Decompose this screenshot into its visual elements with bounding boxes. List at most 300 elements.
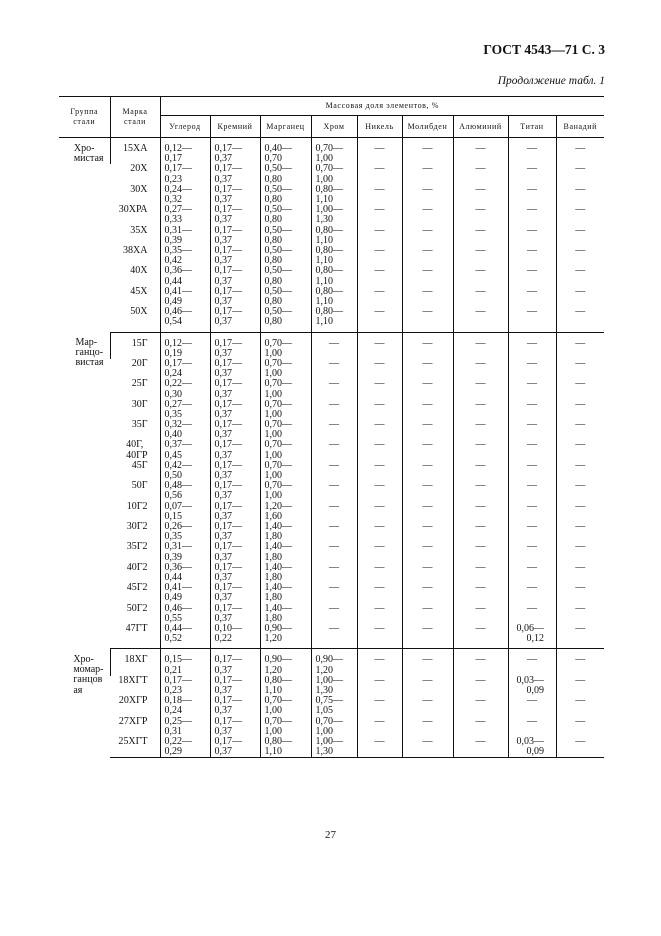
table-row [59,420,604,440]
element-value-c: 0,56 [164,490,182,502]
table-row [59,185,604,205]
table-row [59,717,604,737]
element-value-mo: — [422,735,433,747]
element-value-mn: 1,10 [264,746,282,758]
element-value-ti: — [527,265,537,277]
element-value-al: — [475,459,486,471]
element-value-ti: 0,03— [516,674,544,686]
steel-group-name: Мар- ганцо- вистая [75,337,104,369]
element-value-cr: 1,05 [315,705,333,717]
table-row [59,266,604,286]
element-value-al: — [475,183,486,195]
element-value-ni: — [374,398,385,410]
element-value-v: — [575,224,586,236]
element-value-ni: — [374,521,385,533]
element-value-si: 0,17— [214,357,242,369]
element-value-ti: — [527,398,537,410]
element-value-ni: — [374,439,385,451]
element-value-si: 0,17— [214,582,242,594]
element-value-cr: 1,20 [315,664,333,676]
element-value-c: 0,49 [164,592,182,604]
element-value-c: 0,35 [164,408,182,420]
element-value-c: 0,31 [164,725,182,737]
element-value-mo: — [422,285,433,297]
element-value-al: — [475,715,486,727]
element-value-al: — [475,674,486,686]
element-value-al: — [475,695,486,707]
element-value-si: 0,17— [214,735,242,747]
table-row [59,481,604,501]
element-value-ti: 0,06— [516,623,544,634]
element-value-mn: 1,00 [264,388,282,400]
element-value-ni: — [374,357,385,369]
element-value-si: 0,17— [214,143,242,154]
element-value-cr: 0,70— [315,163,343,175]
element-value-al: — [475,265,486,277]
element-value-ti: — [527,521,537,533]
element-value-ti: — [527,500,537,512]
element-value-al: — [475,224,486,236]
element-value-al: — [475,285,486,297]
element-value-c: 0,44 [164,275,182,287]
element-value-si: 0,17— [214,541,242,553]
element-value-mn: 0,80 [264,234,282,246]
element-value-c: 0,15 [164,510,182,522]
element-value-ni: — [374,163,385,175]
element-value-v: — [575,459,586,471]
element-value-ti: — [527,204,537,216]
element-value-mn: 0,70— [264,357,292,369]
header-steel-group: Группа стали [59,97,110,138]
element-value-ti: — [527,224,537,236]
element-value-mn: 1,40— [264,541,292,553]
element-value-ni: — [374,378,385,390]
element-value-cr: 1,10 [315,234,333,246]
element-value-si: 0,17— [214,285,242,297]
element-value-cr: 1,00— [315,204,343,216]
element-value-mn: 1,80 [264,572,282,584]
element-value-si: 0,37 [214,510,232,522]
element-value-ni: — [374,306,385,318]
steel-mark: 18ХГТ [118,674,148,686]
element-value-c: 0,54 [164,316,182,328]
element-value-si: 0,17— [214,224,242,236]
element-value-mo: — [422,306,433,318]
element-value-v: — [575,521,586,533]
element-value-mn: 0,80 [264,275,282,287]
element-value-ti: 0,03— [516,735,544,747]
element-value-ni: — [374,244,385,256]
element-value-c: 0,30 [164,388,182,400]
element-value-v: — [575,306,586,318]
element-value-mo: — [422,143,433,154]
element-value-mn: 0,80— [264,735,292,747]
element-value-si: 0,17— [214,654,242,666]
element-value-ni: — [374,480,385,492]
element-value-v: — [575,654,586,666]
steel-group-name: Хро- мистая [73,143,104,165]
element-value-mo: — [422,183,433,195]
element-value-v: — [575,674,586,686]
element-value-mo: — [422,244,433,256]
element-value-si: 0,37 [214,429,232,441]
element-value-ti: — [527,143,537,154]
element-value-si: 0,37 [214,725,232,737]
element-value-cr: 1,30 [315,746,333,758]
element-value-mo: — [422,695,433,707]
element-value-mn: 1,20— [264,500,292,512]
element-value-c: 0,40 [164,429,182,441]
element-value-al: — [475,163,486,175]
element-value-mn: 0,70— [264,715,292,727]
element-value-ti: — [527,715,537,727]
element-value-ni: — [374,715,385,727]
element-value-al: — [475,582,486,594]
element-value-si: 0,17— [214,674,242,686]
element-value-ti: — [527,244,537,256]
element-value-cr: 1,00 [315,725,333,737]
element-value-cr: 0,80— [315,306,343,318]
element-value-ni: — [374,582,385,594]
element-value-c: 0,29 [164,746,182,758]
element-value-mn: 0,80 [264,255,282,267]
element-value-si: 0,17— [214,521,242,533]
element-value-mn: 1,00 [264,368,282,380]
element-value-mn: 1,00 [264,347,282,359]
element-value-c: 0,22— [164,378,192,390]
element-value-v: — [575,480,586,492]
element-value-mo: — [422,439,433,451]
element-value-ti: 0,09 [526,684,544,696]
element-value-cr: — [329,398,339,410]
element-value-ti: — [527,337,537,349]
element-value-v: — [575,398,586,410]
element-value-mn: 0,40— [264,143,292,154]
element-value-al: — [475,735,486,747]
element-value-ni: — [374,623,385,634]
element-value-si: 0,22 [214,633,232,645]
element-value-mn: 0,80— [264,674,292,686]
element-value-mn: 1,20 [264,633,282,645]
element-value-mn: 0,50— [264,306,292,318]
element-value-mn: 1,00 [264,429,282,441]
element-value-mn: 0,50— [264,285,292,297]
header-element: Хром [311,116,357,138]
table-row [59,624,604,649]
element-value-mo: — [422,419,433,431]
element-value-ni: — [374,695,385,707]
element-value-mn: 1,40— [264,521,292,533]
header-element: Титан [508,116,556,138]
element-value-ti: — [527,163,537,175]
element-value-c: 0,25— [164,715,192,727]
element-value-c: 0,50 [164,470,182,482]
element-value-mn: 0,70— [264,695,292,707]
element-value-al: — [475,541,486,553]
steel-mark: 50Г [131,480,148,492]
steel-mark: 40Г2 [126,561,148,573]
element-value-ni: — [374,541,385,553]
element-value-mn: 0,80 [264,214,282,226]
steel-mark: 35Х [130,224,148,236]
table-row [59,205,604,225]
element-value-ti: — [527,602,537,614]
element-value-mn: 0,70 [264,153,282,165]
element-value-al: — [475,561,486,573]
steel-mark: 50Х [130,306,148,318]
element-value-c: 0,21 [164,664,182,676]
element-value-cr: 1,10 [315,295,333,307]
element-value-c: 0,55 [164,612,182,624]
element-value-mo: — [422,674,433,686]
element-value-mn: 0,70— [264,337,292,349]
element-value-mn: 0,50— [264,244,292,256]
element-value-si: 0,37 [214,746,232,758]
element-value-mn: 1,80 [264,612,282,624]
element-value-si: 0,17— [214,419,242,431]
element-value-si: 0,37 [214,234,232,246]
element-value-al: — [475,602,486,614]
element-value-ni: — [374,265,385,277]
element-value-si: 0,17— [214,163,242,175]
element-value-c: 0,33 [164,214,182,226]
element-value-mn: 1,40— [264,602,292,614]
element-value-cr: 0,80— [315,285,343,297]
element-value-al: — [475,378,486,390]
element-value-si: 0,37 [214,490,232,502]
element-value-mn: 1,10 [264,684,282,696]
element-value-c: 0,46— [164,602,192,614]
steel-mark: 40Х [130,265,148,277]
element-value-si: 0,37 [214,612,232,624]
element-value-v: — [575,285,586,297]
element-value-mn: 1,00 [264,725,282,737]
element-value-mn: 1,60 [264,510,282,522]
table-row [59,307,604,332]
element-value-ti: — [527,561,537,573]
element-value-ti: — [527,357,537,369]
element-value-mn: 1,40— [264,582,292,594]
element-value-v: — [575,265,586,277]
steel-mark: 20Г [131,357,148,369]
element-value-ni: — [374,224,385,236]
element-value-si: 0,37 [214,684,232,696]
element-value-c: 0,15— [164,654,192,666]
element-value-si: 0,37 [214,531,232,543]
steel-mark: 35Г [131,419,148,431]
element-value-c: 0,36— [164,265,192,277]
element-value-v: — [575,715,586,727]
element-value-al: — [475,439,486,451]
header-element: Углерод [160,116,210,138]
element-value-si: 0,17— [214,561,242,573]
element-value-al: — [475,244,486,256]
table-row [59,332,604,359]
element-value-mn: 0,50— [264,163,292,175]
table-row [59,400,604,420]
element-value-cr: 1,00 [315,153,333,165]
element-value-al: — [475,521,486,533]
element-value-si: 0,37 [214,470,232,482]
steel-mark: 47ГТ [125,623,148,634]
element-value-c: 0,07— [164,500,192,512]
element-value-c: 0,41— [164,582,192,594]
element-value-c: 0,45 [164,449,182,461]
element-value-mo: — [422,623,433,634]
element-value-ti: — [527,480,537,492]
header-element: Ванадий [556,116,604,138]
element-value-si: 0,17— [214,459,242,471]
steel-mark: 15Г [131,337,148,349]
element-value-v: — [575,337,586,349]
element-value-mo: — [422,204,433,216]
table-row [59,676,604,696]
table-row [59,563,604,583]
element-value-si: 0,17— [214,602,242,614]
element-value-ti: — [527,695,537,707]
steel-mark: 18ХГ [124,654,148,666]
element-value-v: — [575,735,586,747]
table-row [59,379,604,399]
steel-mark: 10Г2 [126,500,148,512]
element-value-cr: 1,10 [315,275,333,287]
element-value-si: 0,37 [214,153,232,165]
element-value-v: — [575,541,586,553]
steel-mark: 25Г [131,378,148,390]
element-value-al: — [475,419,486,431]
table-row [59,164,604,184]
steel-mark: 20Х [130,163,148,175]
element-value-si: 0,17— [214,480,242,492]
element-value-mo: — [422,378,433,390]
element-value-c: 0,12— [164,143,192,154]
element-value-c: 0,31— [164,541,192,553]
steel-mark: 45Х [130,285,148,297]
element-value-ni: — [374,459,385,471]
element-value-cr: 0,90— [315,654,343,666]
table-row [59,522,604,542]
table-row [59,440,604,460]
element-value-mo: — [422,337,433,349]
header-element: Молибден [402,116,453,138]
element-value-ni: — [374,285,385,297]
element-value-cr: — [329,480,339,492]
element-value-v: — [575,143,586,154]
table-row [59,583,604,603]
element-value-v: — [575,183,586,195]
element-value-ti: — [527,541,537,553]
element-value-ti: — [527,419,537,431]
element-value-ni: — [374,654,385,666]
element-value-c: 0,23 [164,173,182,185]
element-value-si: 0,17— [214,500,242,512]
element-value-c: 0,48— [164,480,192,492]
element-value-mn: 0,70— [264,419,292,431]
element-value-si: 0,37 [214,388,232,400]
element-value-al: — [475,357,486,369]
steel-mark: 45Г2 [126,582,148,594]
element-value-c: 0,37— [164,439,192,451]
element-value-v: — [575,357,586,369]
element-value-cr: 0,70— [315,143,343,154]
element-value-c: 0,17— [164,674,192,686]
element-value-mo: — [422,265,433,277]
element-value-ni: — [374,674,385,686]
element-value-ni: — [374,143,385,154]
element-value-si: 0,17— [214,439,242,451]
element-value-si: 0,37 [214,664,232,676]
element-value-al: — [475,337,486,349]
element-value-mn: 0,50— [264,265,292,277]
element-value-si: 0,37 [214,316,232,328]
element-value-c: 0,39 [164,234,182,246]
element-value-mo: — [422,715,433,727]
element-value-mn: 1,00 [264,408,282,420]
element-value-ni: — [374,602,385,614]
element-value-v: — [575,378,586,390]
element-value-mn: 1,00 [264,449,282,461]
element-value-c: 0,17— [164,357,192,369]
element-value-cr: 0,75— [315,695,343,707]
element-value-mo: — [422,602,433,614]
element-value-si: 0,17— [214,306,242,318]
steel-mark: 35Г2 [126,541,148,553]
header-steel-mark: Марка стали [110,97,160,138]
element-value-mn: 0,80 [264,173,282,185]
element-value-v: — [575,582,586,594]
table-row [59,502,604,522]
element-value-c: 0,46— [164,306,192,318]
element-value-al: — [475,654,486,666]
element-value-c: 0,32 [164,193,182,205]
steel-mark: 45Г [131,459,148,471]
element-value-ti: — [527,183,537,195]
element-value-mn: 0,80 [264,316,282,328]
header-element: Никель [357,116,402,138]
element-value-mn: 0,90— [264,654,292,666]
element-value-mn: 0,80 [264,295,282,307]
element-value-mo: — [422,480,433,492]
element-value-al: — [475,143,486,154]
element-value-v: — [575,419,586,431]
element-value-cr: — [329,357,339,369]
element-value-mn: 1,00 [264,490,282,502]
element-value-mo: — [422,357,433,369]
element-value-c: 0,24 [164,368,182,380]
element-value-c: 0,27— [164,398,192,410]
element-value-c: 0,17 [164,153,182,165]
element-value-v: — [575,204,586,216]
table-row [59,226,604,246]
element-value-mn: 0,90— [264,623,292,634]
element-value-al: — [475,623,486,634]
element-value-ti: — [527,285,537,297]
element-value-ni: — [374,735,385,747]
element-value-c: 0,12— [164,337,192,349]
document-reference: ГОСТ 4543—71 С. 3 [483,42,605,57]
element-value-al: — [475,204,486,216]
table-row [59,287,604,307]
steel-mark: 38ХА [123,244,148,256]
element-value-cr: — [329,602,339,614]
element-value-mn: 1,80 [264,531,282,543]
element-value-c: 0,26— [164,521,192,533]
element-value-mo: — [422,654,433,666]
element-value-mo: — [422,224,433,236]
element-value-si: 0,37 [214,214,232,226]
element-value-v: — [575,561,586,573]
element-value-si: 0,17— [214,204,242,216]
